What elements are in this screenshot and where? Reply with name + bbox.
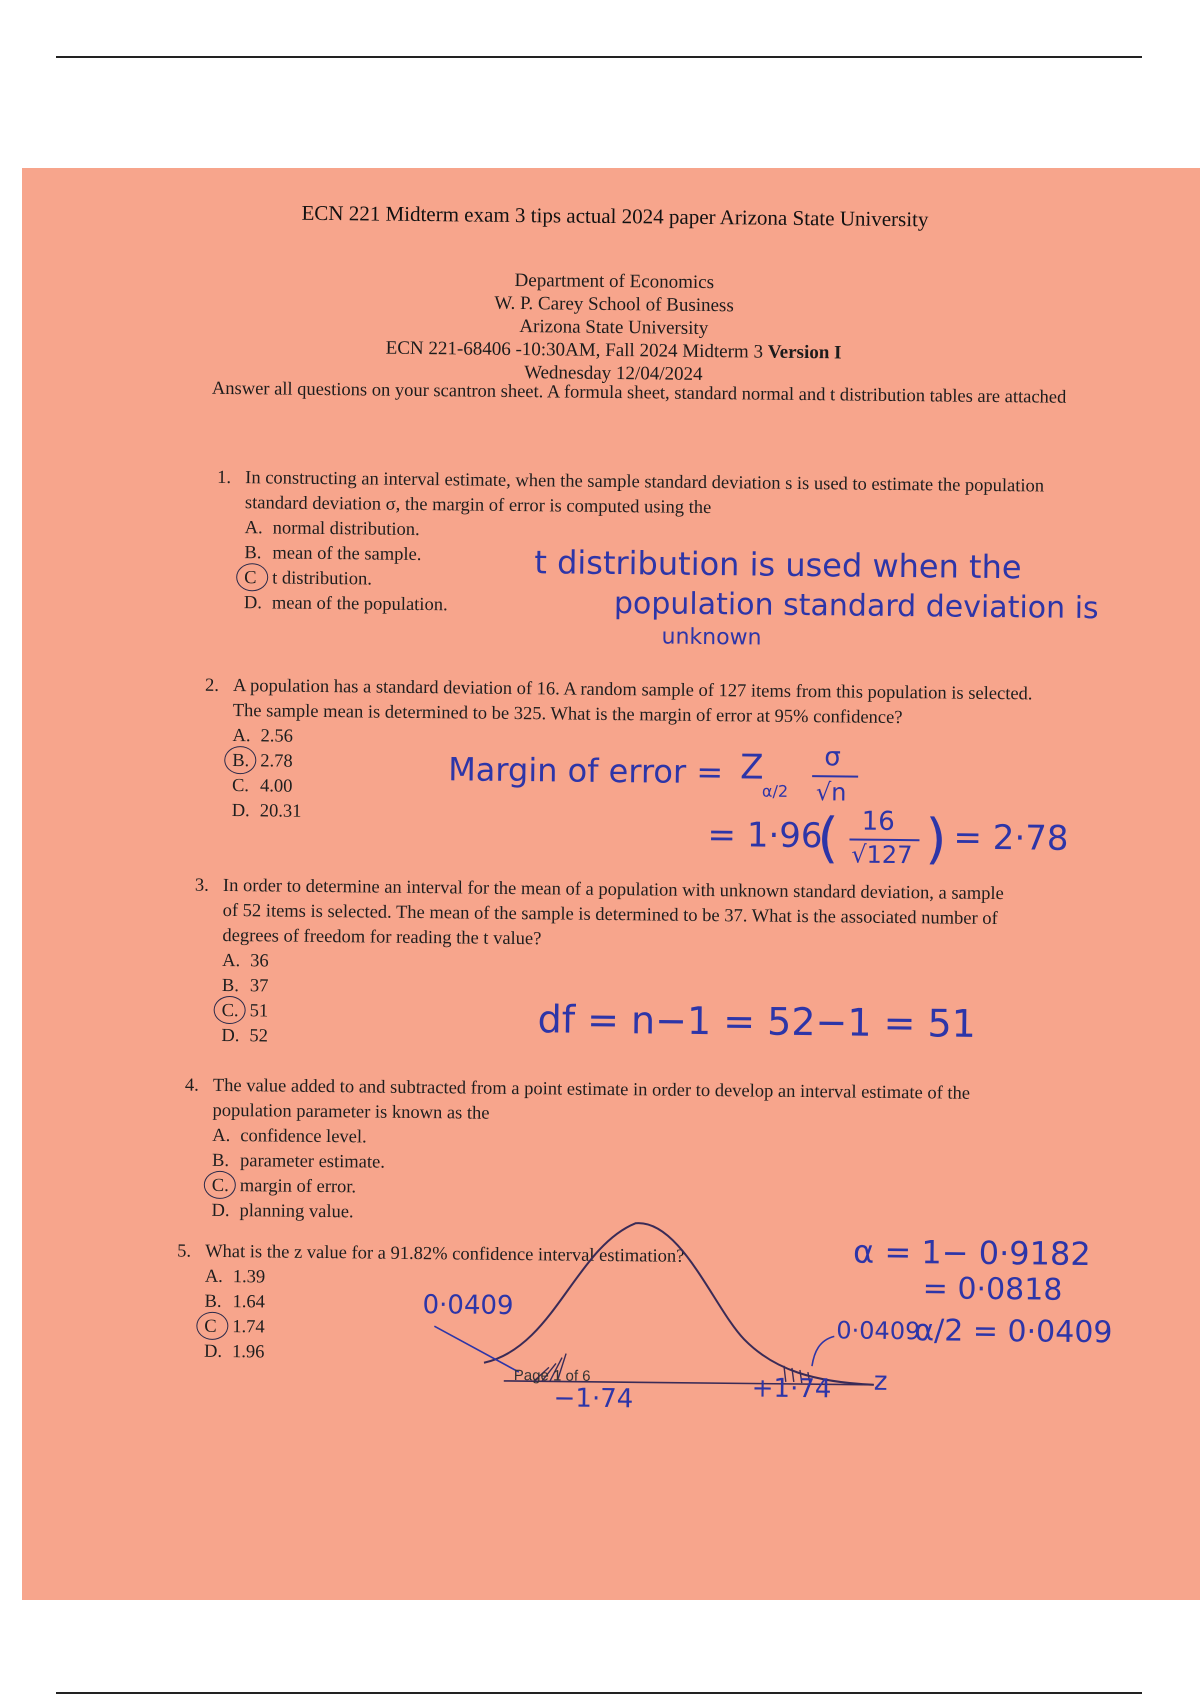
option-text: mean of the population. (271, 593, 448, 616)
right-arrow (812, 1336, 834, 1366)
option-label: A. (204, 1266, 223, 1287)
header-university: Arizona State University (519, 316, 709, 340)
handwritten-alpha-value: = 0·0818 (922, 1271, 1063, 1308)
option-label: D. (211, 1200, 230, 1222)
handwritten-sigma: σ (824, 742, 841, 773)
option-label: B. (244, 543, 262, 564)
question-text: The value added to and subtracted from a point estimate in order to develop an interval estimate of the population parameter is known as the (212, 1075, 971, 1124)
option-label: A. (222, 950, 241, 972)
option-text: 1.39 (232, 1267, 266, 1288)
option-text: mean of the sample. (272, 543, 422, 566)
option-text: 51 (249, 1001, 269, 1022)
option-text: confidence level. (240, 1126, 367, 1148)
page-content (12, 162, 1200, 1606)
option-label: D. (221, 1025, 240, 1047)
left-arrow (434, 1326, 519, 1372)
handwritten-left-tail: 0·0409 (422, 1290, 514, 1322)
option-text: 52 (249, 1026, 268, 1047)
handwritten-right-z: +1·74 (751, 1373, 832, 1405)
handwritten-num-16: 16 (861, 806, 895, 837)
question-text: A population has a standard deviation of 16. A random sample of 127 items from this population is selected. The sample mean is determined to be 325. What is the margin of error at 95% confidence? (232, 676, 1033, 729)
option-text: 1.96 (231, 1342, 265, 1363)
option-label-circled: B. (232, 749, 260, 774)
option-text: 1.64 (232, 1292, 266, 1313)
scanned-page (22, 168, 1200, 1600)
header-date: Wednesday 12/04/2024 (524, 362, 703, 385)
handwritten-df: df = n−1 = 52−1 = 51 (537, 997, 977, 1046)
question-text: What is the z value for a 91.82% confidence interval estimation? (205, 1241, 685, 1267)
option-label: D. (243, 593, 263, 614)
option-text: t distribution. (272, 568, 372, 590)
option-text: 2.78 (260, 751, 293, 772)
option-label-circled: C (204, 1315, 232, 1340)
handwritten-paren-open: ( (817, 806, 839, 870)
handwritten-right-tail: 0·0409 (836, 1316, 921, 1346)
handwritten-paren-close: ) (925, 807, 947, 871)
question-number: 5. (177, 1241, 192, 1262)
option-label: D. (203, 1341, 223, 1362)
option-label-circled: C. (212, 1174, 240, 1199)
top-rule (56, 56, 1142, 58)
header-course-prefix: ECN 221-68406 -10:30AM, Fall 2024 Midterm 3 (385, 337, 768, 363)
instructions: Answer all questions on your scantron sheet. A formula sheet, standard normal and t distribution tables are attached (211, 378, 1067, 408)
question-number: 4. (184, 1075, 199, 1096)
option-label: B. (204, 1291, 222, 1312)
option-text: 37 (249, 976, 269, 997)
option-label: C. (231, 776, 250, 797)
bottom-rule (56, 1692, 1142, 1694)
option-label: A. (212, 1125, 231, 1147)
header-department: Department of Economics (514, 269, 715, 294)
option-label: D. (231, 801, 250, 822)
option-text: 2.56 (260, 726, 294, 747)
option-label: A. (232, 726, 251, 747)
handwritten-z: Z (740, 747, 764, 788)
handwritten-note-q1-line2: population standard deviation is (613, 586, 1099, 627)
question-text: In order to determine an interval for the mean of a population with unknown standard deviation, a sample of 52 items is selected. The mean of the sample is determined to be 37. What is the associated number of degrees of freedom for reading the t value? (222, 875, 1004, 950)
option-text: planning value. (239, 1201, 354, 1223)
option-label: B. (221, 975, 239, 997)
handwritten-left-z: −1·74 (553, 1383, 634, 1415)
handwritten-note-q1-line3: unknown (661, 624, 762, 651)
handwritten-alpha-half: α/2 (761, 781, 789, 801)
question-number: 3. (194, 875, 209, 896)
handwritten-alpha-half: α/2 = 0·0409 (914, 1313, 1113, 1351)
handwritten-result: = 2·78 (953, 817, 1069, 859)
handwritten-alpha: α = 1− 0·9182 (852, 1232, 1091, 1274)
option-text: margin of error. (239, 1176, 357, 1198)
page-title: ECN 221 Midterm exam 3 tips actual 2024 paper Arizona State University (301, 200, 929, 232)
bell-curve (484, 1222, 876, 1385)
question-number: 2. (204, 675, 220, 696)
question-number: 1. (217, 467, 232, 489)
option-label-circled: C (244, 566, 272, 591)
option-text: parameter estimate. (239, 1151, 386, 1173)
option-text: 36 (250, 951, 269, 972)
option-text: 20.31 (259, 801, 302, 822)
header-version: Version I (767, 341, 842, 364)
question-text: In constructing an interval estimate, when the sample standard deviation s is used to estimate the population standard deviation σ, the margin of error is computed using the (244, 468, 1045, 519)
handwritten-sqrt-127: √127 (851, 840, 913, 870)
option-text: 4.00 (259, 776, 293, 797)
header-school: W. P. Carey School of Business (494, 292, 734, 317)
handwritten-sqrt-n: √n (815, 778, 847, 807)
handwritten-note-q1-line1: t distribution is used when the (534, 543, 1022, 587)
option-text: normal distribution. (272, 518, 420, 540)
handwritten-z-axis: z (873, 1366, 888, 1397)
option-label: B. (211, 1150, 230, 1172)
option-label-circled: C. (222, 999, 250, 1024)
page-footer: Page 1 of 6 (513, 1367, 591, 1385)
handwritten-calc: = 1·96 (707, 815, 823, 857)
option-label: A. (244, 518, 263, 539)
handwritten-formula-label: Margin of error = (447, 750, 724, 792)
option-text: 1.74 (232, 1317, 265, 1338)
